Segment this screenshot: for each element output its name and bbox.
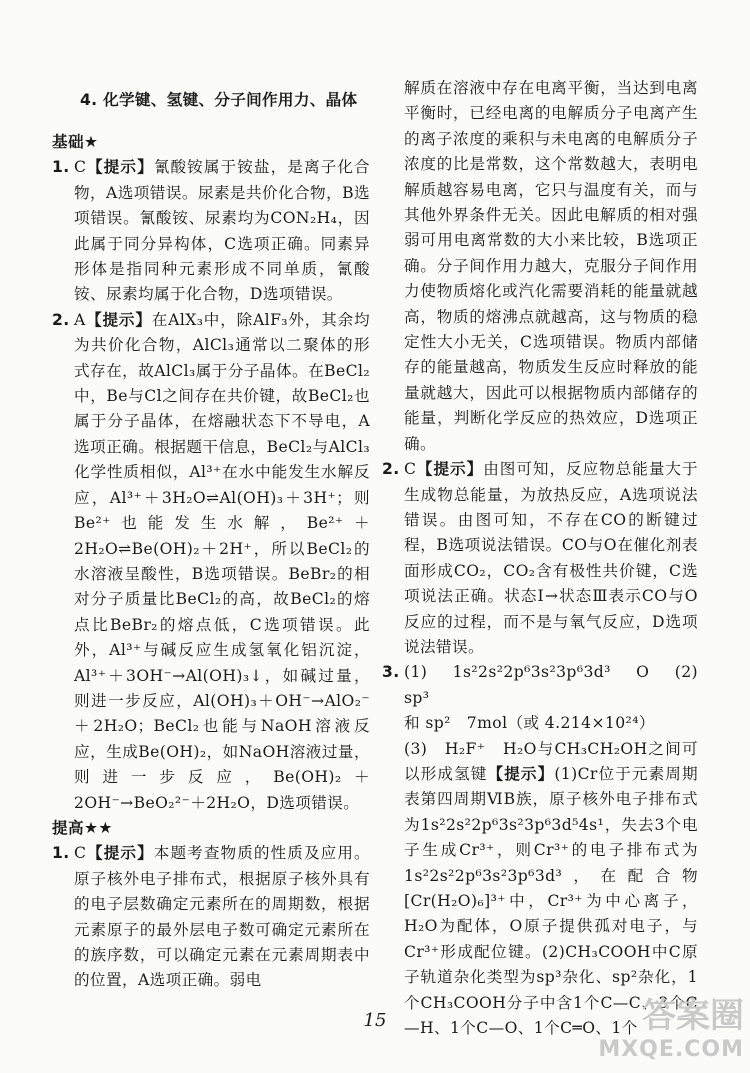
continued-text — [382, 76, 698, 457]
answer-letter: C — [74, 844, 87, 863]
answer-letter: C — [404, 460, 417, 479]
item-text — [404, 457, 698, 660]
item-text — [74, 155, 370, 307]
item-text — [404, 660, 714, 1041]
left-column — [52, 130, 370, 994]
right-column — [382, 76, 714, 1041]
watermark-logo — [598, 996, 744, 1067]
item-text — [74, 308, 370, 816]
hint-label: 【提示】 — [487, 764, 555, 783]
watermark-text: 答案圈 — [642, 996, 744, 1036]
answer-letter: A — [74, 310, 86, 329]
page-title: 4. 化学键、氢键、分子间作用力、晶体 — [80, 91, 358, 109]
answer-item — [382, 457, 698, 660]
hint-label: 【提示】 — [86, 158, 154, 177]
answer-item — [382, 660, 714, 1041]
item-number: 2. — [382, 460, 400, 479]
item-number: 1. — [52, 844, 70, 863]
hint-text: 解质在溶液中存在电离平衡，当达到电离平衡时，已经电离的电解质分子电离产生的离子浓度的乘积与未电离的电解质分子浓度的比是常数，这个常数越大，表明电解质越容易电离，它只与温度有关，而与其他外界条件无关。因此电解质的相对强弱可用电离常数的大小来比较，B选项正确。分子间作用力越大，克服分子间作用力使物质熔化或汽化需要消耗的能量就越高，物质的熔沸点就越高，这与物质的稳定性大小无关，C选项错误。物质内部储存的能量越高，物质发生反应时释放的能量就越大，因此可以根据物质内部储存的能量，判断化学反应的热效应，D选项正确。 — [404, 79, 698, 453]
hint-text: 氰酸铵属于铵盐，是离子化合物，A选项错误。尿素是共价化合物，B选项错误。氰酸铵、尿素均为CON₂H₄，因此属于同分异构体，C选项正确。同素异形体是指同种元素形成不同单质，氰酸铵、尿素均属于化合物，D选项错误。 — [74, 158, 370, 304]
answer-item — [52, 841, 370, 993]
item-number: 1. — [52, 158, 70, 177]
answer-line: (1) 1s²2s²2p⁶3s²3p⁶3d³ O (2) sp³ — [404, 663, 714, 707]
watermark-url: MXQE.COM — [598, 1037, 744, 1062]
hint-label: 【提示】 — [85, 310, 152, 329]
hint-text: 在AlX₃中，除AlF₃外，其余均为共价化合物，AlCl₃通常以二聚体的形式存在，故AlCl₃属于分子晶体。在BeCl₂中，Be与Cl之间存在共价键，故BeCl₂也属于分子晶体，在熔融状态下不导电，A选项正确。根据题干信息，BeCl₂与AlCl₃化学性质相似，Al³⁺在水中能发生水解反应，Al³⁺＋3H₂O⇌Al(OH)₃＋3H⁺；则Be²⁺也能发生水解，Be²⁺＋2H₂O⇌Be(OH)₂＋2H⁺，所以BeCl₂的水溶液呈酸性，B选项错误。BeBr₂的相对分子质量比BeCl₂的高，故BeCl₂的熔点比BeBr₂的熔点低，C选项错误。此外，Al³⁺与碱反应生成氢氧化铝沉淀，Al³⁺＋3OH⁻→Al(OH)₃↓，如碱过量，则进一步反应，Al(OH)₃＋OH⁻→AlO₂⁻＋2H₂O；BeCl₂也能与NaOH溶液反应，生成Be(OH)₂，如NaOH溶液过量，则进一步反应，Be(OH)₂＋2OH⁻→BeO₂²⁻＋2H₂O，D选项错误。 — [74, 310, 370, 812]
answer-item — [52, 155, 370, 307]
item-number: 2. — [52, 310, 70, 329]
answer-line: 和 sp² 7mol（或 4.214×10²⁴） — [404, 714, 655, 733]
answer-item — [52, 308, 370, 816]
hint-text: (1)Cr位于元素周期表第四周期ⅥB族，原子核外电子排布式为1s²2s²2p⁶3s²3p⁶3d⁵4s¹，失去3个电子生成Cr³⁺，则Cr³⁺的电子排布式为1s²2s²2p⁶3s²3p⁶3d³，在配合物[Cr(H₂O)₆]³⁺中，Cr³⁺为中心离子，H₂O为配体，O原子提供孤对电子，与Cr³⁺形成配位键。(2)CH₃COOH中C原子轨道杂化类型为sp³杂化、sp²杂化，1个CH₃COOH分子中含1个C—C、3个C—H、1个C—O、1个C═O、1个 — [404, 764, 698, 1038]
section-advanced: 提高★★ — [52, 818, 113, 837]
item-number: 3. — [382, 663, 400, 682]
hint-text: 由图可知，反应物总能量大于生成物总能量，为放热反应，A选项说法错误。由图可知，不存在CO的断键过程，B选项说法错误。CO与O在催化剂表面形成CO₂，CO₂含有极性共价键，C选项说法正确。状态Ⅰ→状态Ⅲ表示CO与O反应的过程，而不是与氧气反应，D选项说法错误。 — [404, 460, 698, 656]
hint-label: 【提示】 — [86, 844, 154, 863]
item-text — [74, 841, 370, 993]
hint-text: 本题考查物质的性质及应用。原子核外电子排布式，根据原子核外具有的电子层数确定元素所在的周期数，根据元素原子的最外层电子数可确定元素所在的族序数，可以确定元素在元素周期表中的位置，A选项正确。弱电 — [74, 844, 370, 990]
section-basic: 基础★ — [52, 133, 99, 151]
answer-line: (3) H₂F⁺ H₂O与CH₃CH₂OH之间可以形成氢键 — [404, 739, 698, 783]
answer-letter: C — [74, 158, 87, 177]
hint-label: 【提示】 — [416, 460, 484, 479]
page-number: 15 — [363, 1010, 387, 1031]
